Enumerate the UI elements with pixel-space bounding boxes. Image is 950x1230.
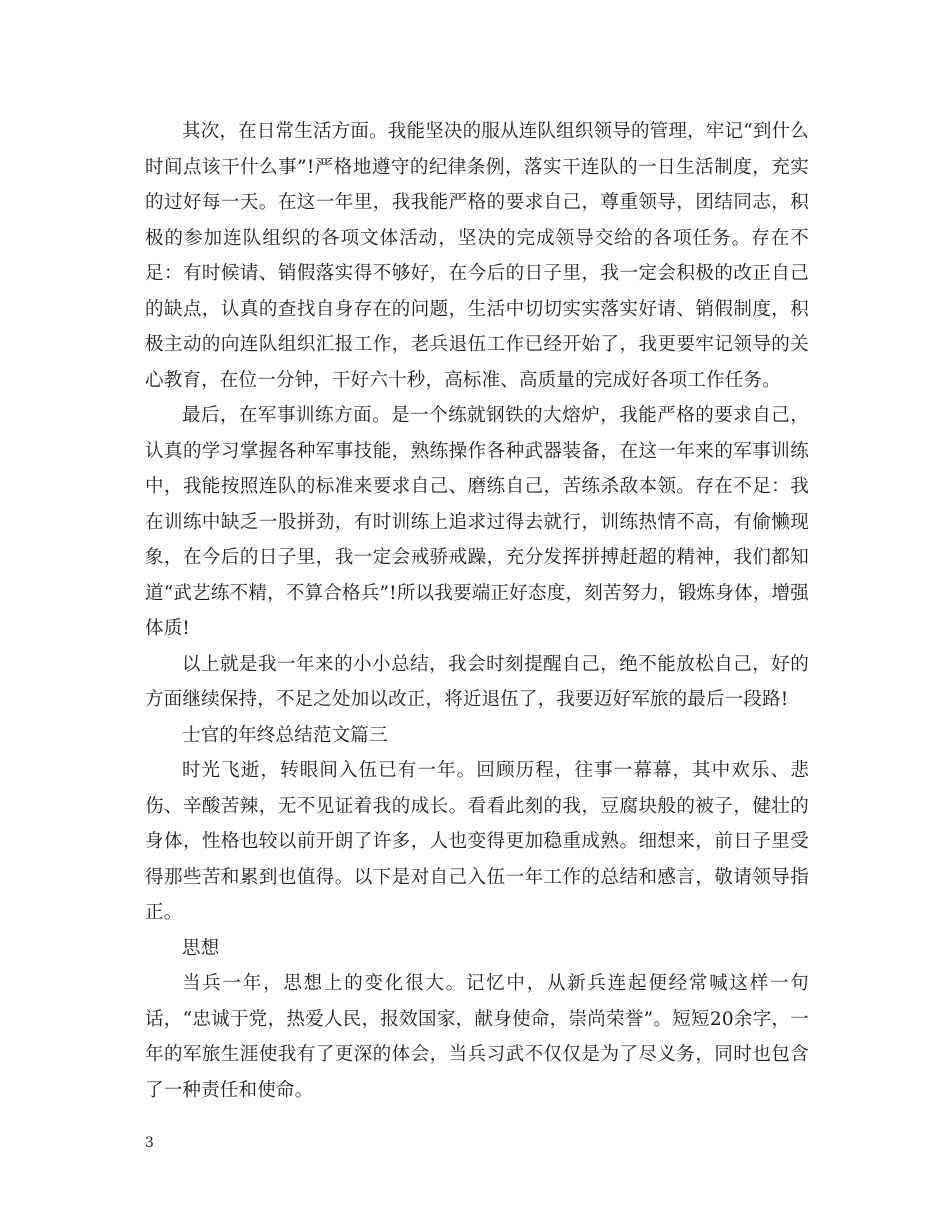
section-heading-thought: 思想 <box>182 937 220 959</box>
section-heading-part-three: 士官的年终总结范文篇三 <box>182 724 388 746</box>
paragraph-daily-life: 其次，在日常生活方面。我能坚决的服从连队组织领导的管理，牢记“到什么时间点该干什么事”!严格地遵守的纪律条例，落实干连队的一日生活制度，充实的过好每一天。在这一年里，我我能严格的要求自己，尊重领导，团结同志，积极的参加连队组织的各项文体活动，坚决的完成领导交给的各项任务。存在不足：有时候请、销假落实得不够好，在今后的日子里，我一定会积极的改正自己的缺点，认真的查找自身存在的问题，生活中切切实实落实好请、销假制度，积极主动的向连队组织汇报工作，老兵退伍工作已经开始了，我更要牢记领导的关心教育，在位一分钟，干好六十秒，高标准、高质量的完成好各项工作任务。 <box>145 121 809 391</box>
paragraph-thought: 当兵一年，思想上的变化很大。记忆中，从新兵连起便经常喊这样一句话，“忠诚于党，热爱人民，报效国家，献身使命，崇尚荣誉”。短短20余字，一年的军旅生涯使我有了更深的体会，当兵习武不仅仅是为了尽义务，同时也包含了一种责任和使命。 <box>145 973 809 1101</box>
page-number: 3 <box>145 1135 154 1151</box>
document-body <box>145 114 809 1108</box>
paragraph-summary: 以上就是我一年来的小小总结，我会时刻提醒自己，绝不能放松自己，好的方面继续保持，不足之处加以改正，将近退伍了，我要迈好军旅的最后一段路! <box>145 653 809 710</box>
paragraph-time-flies: 时光飞逝，转眼间入伍已有一年。回顾历程，往事一幕幕，其中欢乐、悲伤、辛酸苦辣，无不见证着我的成长。看看此刻的我，豆腐块般的被子，健壮的身体，性格也较以前开朗了许多，人也变得更加稳重成熟。细想来，前日子里受得那些苦和累到也值得。以下是对自己入伍一年工作的总结和感言，敬请领导指正。 <box>145 760 809 923</box>
paragraph-military-training: 最后，在军事训练方面。是一个练就钢铁的大熔炉，我能严格的要求自己，认真的学习掌握各种军事技能，熟练操作各种武器装备，在这一年来的军事训练中，我能按照连队的标准来要求自己、磨练自己，苦练杀敌本领。存在不足：我在训练中缺乏一股拼劲，有时训练上追求过得去就行，训练热情不高，有偷懒现象，在今后的日子里，我一定会戒骄戒躁，充分发挥拼搏赶超的精神，我们都知道“武艺练不精，不算合格兵”!所以我要端正好态度，刻苦努力，锻炼身体，增强体质! <box>145 405 809 639</box>
